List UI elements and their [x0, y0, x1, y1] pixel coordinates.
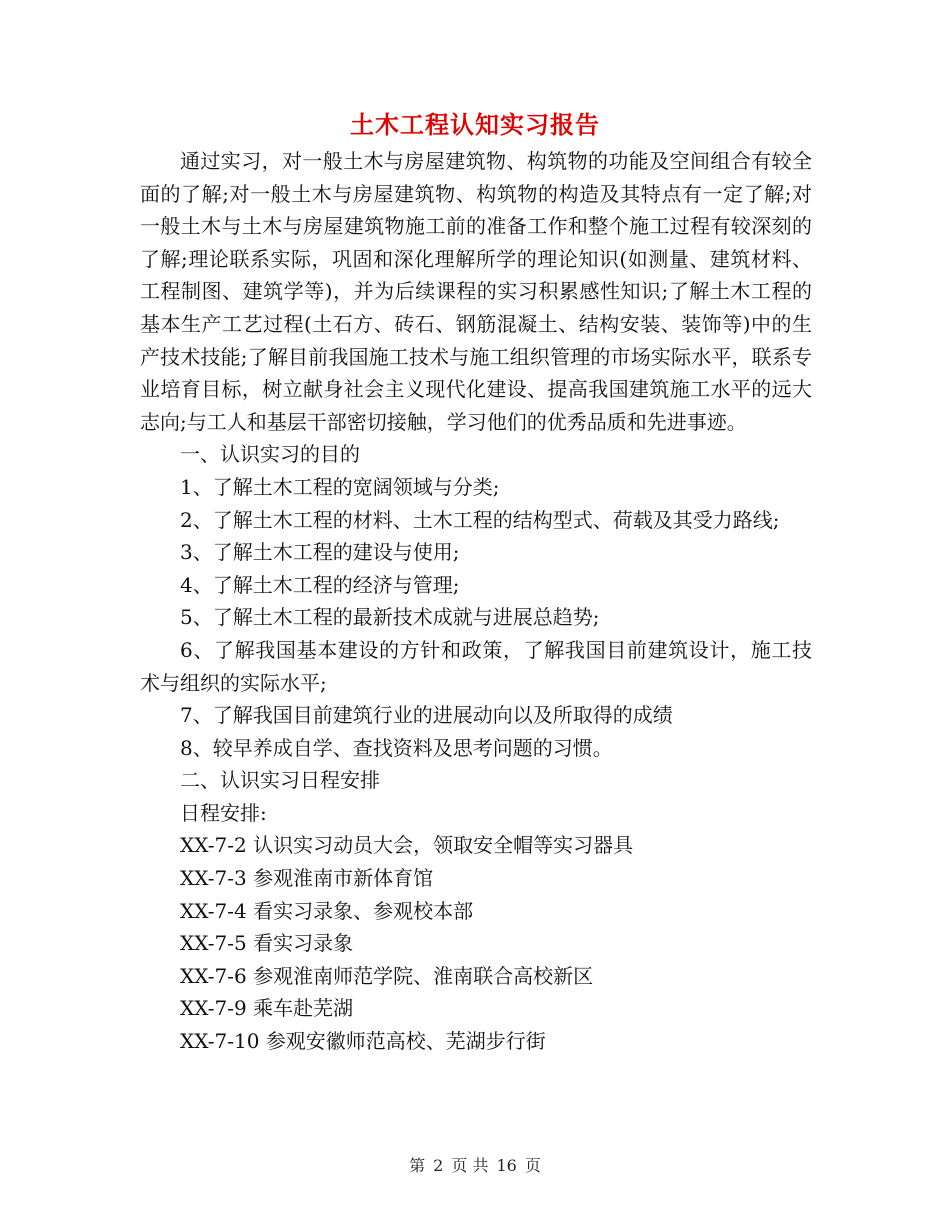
schedule-entry: XX-7-4 看实习录象、参观校本部 — [180, 898, 474, 923]
footer-page-number: 2 — [433, 1156, 444, 1175]
purpose-item: 3、了解土木工程的建设与使用; — [180, 540, 460, 565]
footer-prefix: 第 — [409, 1156, 426, 1175]
document-body — [140, 145, 812, 1058]
purpose-item: 7、了解我国目前建筑行业的进展动向以及所取得的成绩 — [180, 703, 673, 728]
schedule-entry: XX-7-10 参观安徽师范高校、芜湖步行街 — [180, 1029, 546, 1054]
document-title: 土木工程认知实习报告 — [350, 110, 600, 139]
purpose-item: 4、了解土木工程的经济与管理; — [180, 572, 460, 597]
purpose-item: 8、较早养成自学、查找资料及思考问题的习惯。 — [180, 735, 613, 760]
section-heading-schedule: 二、认识实习日程安排 — [180, 768, 380, 793]
schedule-entry: XX-7-3 参观淮南市新体育馆 — [180, 866, 434, 891]
purpose-item: 5、了解土木工程的最新技术成就与进展总趋势; — [180, 605, 600, 630]
schedule-entry: XX-7-6 参观淮南师范学院、淮南联合高校新区 — [180, 963, 594, 988]
footer-suffix: 页 — [524, 1156, 541, 1175]
schedule-entry: XX-7-2 认识实习动员大会，领取安全帽等实习器具 — [180, 833, 634, 858]
footer-total-pages: 16 — [496, 1156, 517, 1175]
purpose-item: 2、了解土木工程的材料、土木工程的结构型式、荷载及其受力路线; — [180, 507, 780, 532]
section-heading-purpose: 一、认识实习的目的 — [180, 442, 360, 467]
purpose-item: 1、了解土木工程的宽阔领域与分类; — [180, 474, 500, 499]
footer-middle: 页 共 — [451, 1156, 489, 1175]
purpose-item: 6、了解我国基本建设的方针和政策，了解我国目前建筑设计，施工技术与组织的实际水平; — [140, 637, 812, 695]
schedule-entry: XX-7-9 乘车赴芜湖 — [180, 996, 354, 1021]
schedule-label: 日程安排: — [180, 800, 267, 825]
intro-paragraph: 通过实习，对一般土木与房屋建筑物、构筑物的功能及空间组合有较全面的了解;对一般土木与房屋建筑物、构筑物的构造及其特点有一定了解;对一般土木与土木与房屋建筑物施工前的准备工作和整个施工过程有较深刻的了解;理论联系实际，巩固和深化理解所学的理论知识(如测量、建筑材料、工程制图、建筑学等)，并为后续课程的实习积累感性知识;了解土木工程的基本生产工艺过程(土石方、砖石、钢筋混凝土、结构安装、装饰等)中的生产技术技能;了解目前我国施工技术与施工组织管理的市场实际水平，联系专业培育目标，树立献身社会主义现代化建设、提高我国建筑施工水平的远大志向;与工人和基层干部密切接触，学习他们的优秀品质和先进事迹。 — [140, 149, 812, 434]
schedule-entry: XX-7-5 看实习录象 — [180, 931, 354, 956]
page-footer — [0, 1154, 950, 1178]
